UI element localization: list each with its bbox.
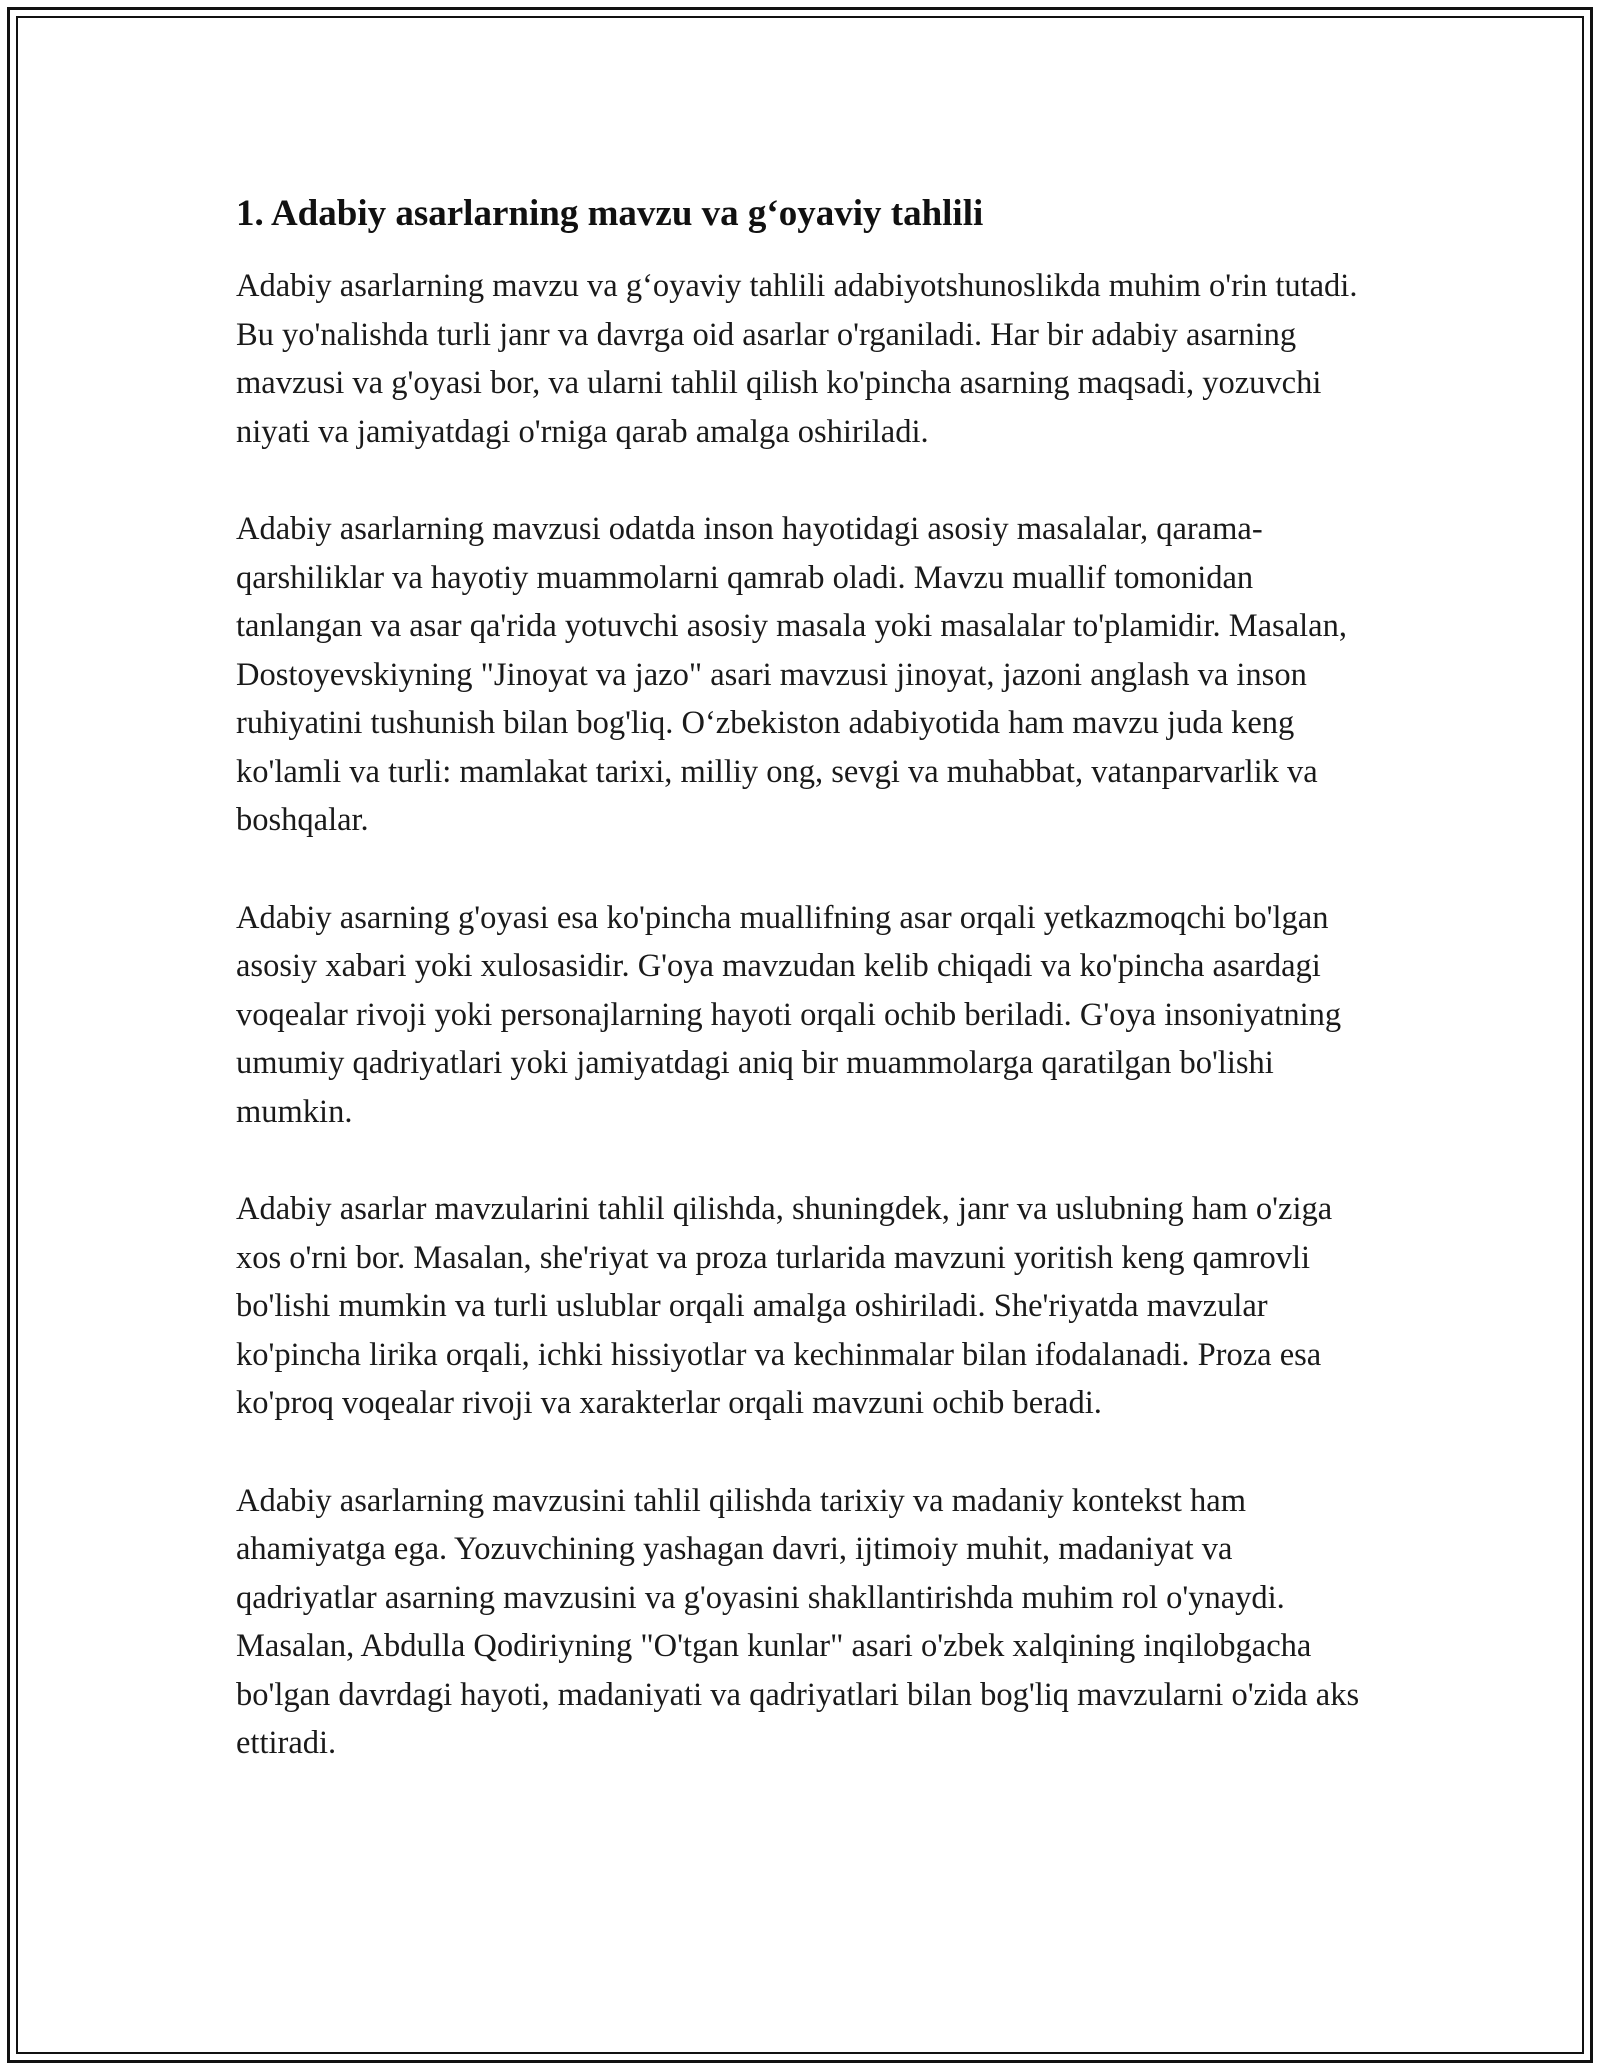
section-heading: 1. Adabiy asarlarning mavzu va g‘oyaviy tahlili bbox=[236, 193, 984, 234]
paragraph-3: Adabiy asarning g'oyasi esa ko'pincha muallifning asar orqali yetkazmoqchi bo'lgan asosiy xabari yoki xulosasidir. G'oya mavzudan kelib chiqadi va ko'pincha asardagi voqealar rivoji yoki personajlarning hayoti orqali ochib beriladi. G'oya insoniyatning umumiy qadriyatlari yoki jamiyatdagi aniq bir muammolarga qaratilgan bo'lishi mumkin. bbox=[236, 899, 1342, 1130]
paragraph-4: Adabiy asarlar mavzularini tahlil qilishda, shuningdek, janr va uslubning ham o'ziga xos o'rni bor. Masalan, she'riyat va proza turlarida mavzuni yoritish keng qamrovli bo'lishi mumkin va turli uslublar orqali amalga oshiriladi. She'riyatda mavzular ko'pincha lirika orqali, ichki hissiyotlar va kechinmalar bilan ifodalanadi. Proza esa ko'proq voqealar rivoji va xarakterlar orqali mavzuni ochib beradi. bbox=[236, 1191, 1333, 1421]
paragraph-5: Adabiy asarlarning mavzusini tahlil qilishda tarixiy va madaniy kontekst ham ahamiyatga ega. Yozuvchining yashagan davri, ijtimoiy muhit, madaniyat va qadriyatlar asarning mavzusini va g'oyasini shakllantirishda muhim rol o'ynaydi. Masalan, Abdulla Qodiriyning "O'tgan kunlar" asari o'zbek xalqining inqilobgacha bo'lgan davrdagi hayoti, madaniyati va qadriyatlari bilan bog'liq mavzularni o'zida aks ettiradi. bbox=[236, 1482, 1360, 1761]
paragraph-1: Adabiy asarlarning mavzu va g‘oyaviy tahlili adabiyotshunoslikda muhim o'rin tutadi. Bu yo'nalishda turli janr va davrga oid asarlar o'rganiladi. Har bir adabiy asarning mavzusi va g'oyasi bor, va ularni tahlil qilish ko'pincha asarning maqsadi, yozuvchi niyati va jamiyatdagi o'rniga qarab amalga oshiriladi. bbox=[236, 268, 1358, 450]
document-body bbox=[236, 188, 1366, 1768]
paragraph-2: Adabiy asarlarning mavzusi odatda inson hayotidagi asosiy masalalar, qarama-qarshiliklar va hayotiy muammolarni qamrab oladi. Mavzu muallif tomonidan tanlangan va asar qa'rida yotuvchi asosiy masala yoki masalalar to'plamidir. Masalan, Dostoyevskiyning "Jinoyat va jazo" asari mavzusi jinoyat, jazoni anglash va inson ruhiyatini tushunish bilan bog'liq. O‘zbekiston adabiyotida ham mavzu juda keng ko'lamli va turli: mamlakat tarixi, milliy ong, sevgi va muhabbat, vatanparvarlik va boshqalar. bbox=[236, 511, 1347, 838]
